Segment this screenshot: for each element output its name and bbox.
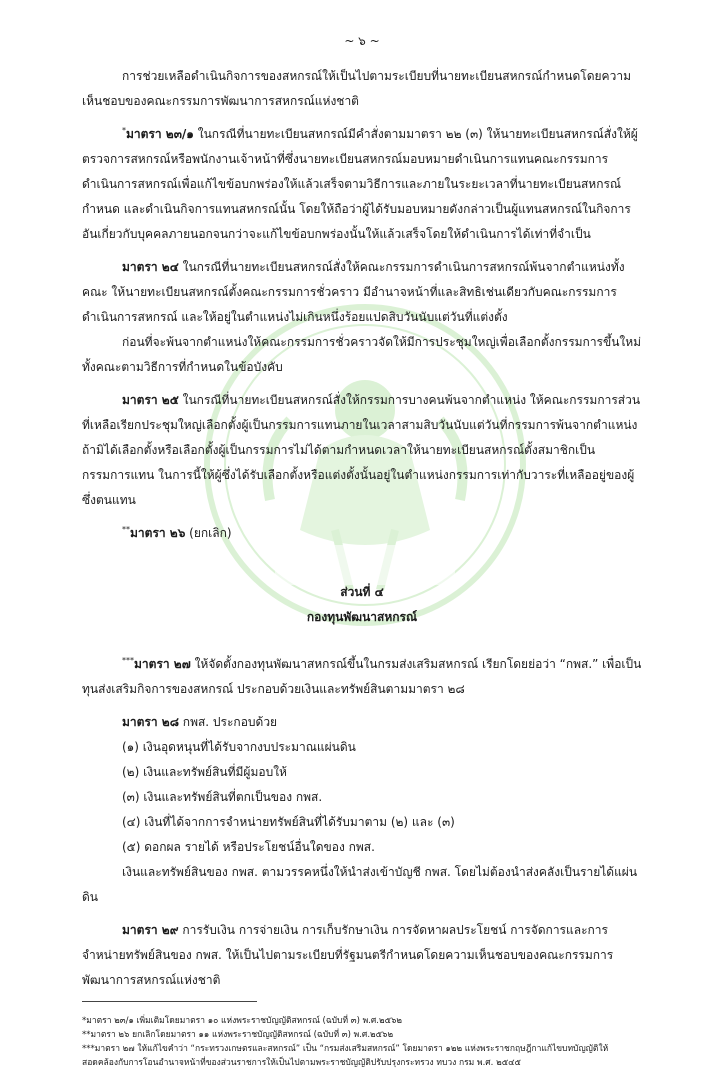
article-27 — [82, 652, 642, 702]
article-label: มาตรา ๒๔ — [122, 260, 179, 274]
list-item: (๒) เงินและทรัพย์สินที่มีผู้มอบให้ — [122, 765, 287, 779]
article-text: กพส. ประกอบด้วย — [178, 715, 278, 729]
article-29 — [82, 918, 642, 993]
article-24 — [82, 255, 642, 330]
section-number: ส่วนที่ ๔ — [340, 585, 384, 599]
section-title: กองทุนพัฒนาสหกรณ์ — [306, 610, 418, 624]
article-text: ในกรณีที่นายทะเบียนสหกรณ์สั่งให้คณะกรรมการดำเนินการสหกรณ์พ้นจากตำแหน่งทั้งคณะ ให้นายทะเบียนสหกรณ์ตั้งคณะกรรมการชั่วคราว มีอำนาจหน้าที่และสิทธิเช่นเดียวกับคณะกรรมการดำเนินการสหกรณ์ และให้อยู่ในตำแหน่งไม่เกินหนึ่งร้อยแปดสิบวันนับแต่วันที่แต่งตั้ง — [82, 260, 625, 324]
footnote: **มาตรา ๒๖ ยกเลิกโดยมาตรา ๑๑ แห่งพระราชบัญญัติสหกรณ์ (ฉบับที่ ๓) พ.ศ.๒๕๖๒ — [82, 1030, 394, 1040]
article-text: (ยกเลิก) — [185, 526, 232, 540]
page-number: ~ ๖ ~ — [344, 34, 380, 48]
footnote-divider — [82, 1001, 257, 1002]
article-text: ให้จัดตั้งกองทุนพัฒนาสหกรณ์ขึ้นในกรมส่งเสริมสหกรณ์ เรียกโดยย่อว่า “กพส.” เพื่อเป็นทุนส่งเสริมกิจการของสหกรณ์ ประกอบด้วยเงินและทรัพย์สินตามมาตรา ๒๘ — [82, 657, 642, 696]
footnote-marker: *** — [122, 656, 134, 665]
footnote-marker: * — [122, 126, 126, 135]
article-23-1 — [82, 122, 642, 247]
footnotes — [82, 1014, 642, 1070]
article-text: การรับเงิน การจ่ายเงิน การเก็บรักษาเงิน การจัดหาผลประโยชน์ การจัดการและการจำหน่ายทรัพย์สินของ กพส. ให้เป็นไปตามระเบียบที่รัฐมนตรีกำหนดโดยความเห็นชอบของคณะกรรมการพัฒนาการสหกรณ์แห่งชาติ — [82, 923, 614, 987]
article-label: มาตรา ๒๘ — [122, 715, 179, 729]
list-item: (๓) เงินและทรัพย์สินที่ตกเป็นของ กพส. — [122, 790, 323, 804]
list-item: (๕) ดอกผล รายได้ หรือประโยชน์อื่นใดของ กพส. — [122, 840, 375, 854]
list-item: (๑) เงินอุดหนุนที่ได้รับจากงบประมาณแผ่นดิน — [122, 740, 356, 754]
article-label: มาตรา ๒๗ — [134, 657, 191, 671]
article-label: มาตรา ๒๓/๑ — [126, 127, 194, 141]
article-25 — [82, 388, 642, 513]
footnote: ***มาตรา ๒๗ ให้แก้ไขคำว่า “กระทรวงเกษตรและสหกรณ์” เป็น “กรมส่งเสริมสหกรณ์” โดยมาตรา ๑๒๒ แห่งพระราชกฤษฎีกาแก้ไขบทบัญญัติให้สอดคล้องกับการโอนอำนาจหน้าที่ของส่วนราชการให้เป็นไปตามพระราชบัญญัติปรับปรุงกระทรวง ทบวง กรม พ.ศ. ๒๕๔๕ — [82, 1044, 609, 1068]
article-26 — [82, 521, 642, 546]
article-label: มาตรา ๒๖ — [130, 526, 186, 540]
article-text: ในกรณีที่นายทะเบียนสหกรณ์สั่งให้กรรมการบางคนพ้นจากตำแหน่ง ให้คณะกรรมการส่วนที่เหลือเรียกประชุมใหญ่เลือกตั้งผู้เป็นกรรมการแทนภายในเวลาสามสิบวันนับแต่วันที่กรรมการพ้นจากตำแหน่ง ถ้ามิได้เลือกตั้งหรือเลือกตั้งผู้เป็นกรรมการไม่ได้ตามกำหนดเวลาให้นายทะเบียนสหกรณ์ตั้งสมาชิกเป็นกรรมการแทน ในการนี้ให้ผู้ซึ่งได้รับเลือกตั้งหรือแต่งตั้งนั้นอยู่ในตำแหน่งกรรมการเท่ากับวาระที่เหลืออยู่ของผู้ซึ่งตนแทน — [82, 393, 641, 507]
list-item: (๔) เงินที่ได้จากการจำหน่ายทรัพย์สินที่ได้รับมาตาม (๒) และ (๓) — [122, 815, 455, 829]
paragraph-continuation: การช่วยเหลือดำเนินกิจการของสหกรณ์ให้เป็นไปตามระเบียบที่นายทะเบียนสหกรณ์กำหนดโดยความเห็นชอบของคณะกรรมการพัฒนาการสหกรณ์แห่งชาติ — [82, 69, 631, 108]
article-28-paragraph-2: เงินและทรัพย์สินของ กพส. ตามวรรคหนึ่งให้นำส่งเข้าบัญชี กพส. โดยไม่ต้องนำส่งคลังเป็นรายได้แผ่นดิน — [82, 865, 638, 904]
article-label: มาตรา ๒๕ — [122, 393, 179, 407]
article-28 — [82, 710, 642, 735]
article-24-paragraph-2: ก่อนที่จะพ้นจากตำแหน่งให้คณะกรรมการชั่วคราวจัดให้มีการประชุมใหญ่เพื่อเลือกตั้งกรรมการขึ้นใหม่ทั้งคณะตามวิธีการที่กำหนดในข้อบังคับ — [82, 335, 642, 374]
article-label: มาตรา ๒๙ — [122, 923, 179, 937]
document-body — [82, 64, 642, 1070]
footnote-marker: ** — [122, 525, 130, 534]
footnote: *มาตรา ๒๓/๑ เพิ่มเติมโดยมาตรา ๑๐ แห่งพระราชบัญญัติสหกรณ์ (ฉบับที่ ๓) พ.ศ.๒๕๖๒ — [82, 1016, 403, 1026]
article-text: ในกรณีที่นายทะเบียนสหกรณ์มีคำสั่งตามมาตรา ๒๒ (๓) ให้นายทะเบียนสหกรณ์สั่งให้ผู้ตรวจการสหกรณ์หรือพนักงานเจ้าหน้าที่ซึ่งนายทะเบียนสหกรณ์มอบหมายดำเนินการแทนคณะกรรมการดำเนินการสหกรณ์เพื่อแก้ไขข้อบกพร่องให้แล้วเสร็จตามวิธีการและภายในระยะเวลาที่นายทะเบียนสหกรณ์กำหนด และดำเนินกิจการแทนสหกรณ์นั้น โดยให้ถือว่าผู้ได้รับมอบหมายดังกล่าวเป็นผู้แทนสหกรณ์ในกิจการอันเกี่ยวกับบุคคลภายนอกจนกว่าจะแก้ไขข้อบกพร่องนั้นให้แล้วเสร็จโดยให้ดำเนินการได้เท่าที่จำเป็น — [82, 127, 638, 241]
